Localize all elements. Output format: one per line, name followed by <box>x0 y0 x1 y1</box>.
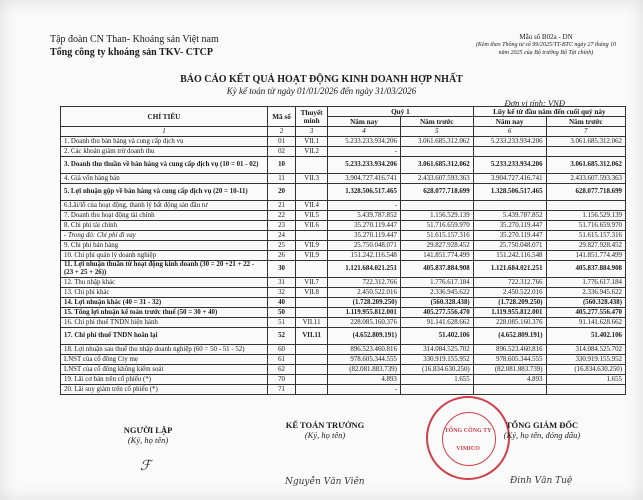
row-note: VII.5 <box>296 211 328 221</box>
row-ytd-this-year: 5.233.233.934.206 <box>473 157 546 174</box>
currency-unit: Đơn vị tính: VNĐ <box>504 98 565 108</box>
header-ytd-last-year: Năm trước <box>546 117 625 127</box>
row-ytd-last-year: 141.851.774.499 <box>546 251 625 261</box>
column-number: 7 <box>546 127 625 137</box>
row-q1-this-year: - <box>328 385 401 395</box>
row-ytd-last-year: 2.433.607.593.363 <box>546 174 625 184</box>
form-block <box>471 33 621 57</box>
row-note: VII.1 <box>296 137 328 147</box>
column-number: 5 <box>400 127 473 137</box>
income-statement-table <box>60 106 626 395</box>
row-ytd-last-year: 3.061.685.312.062 <box>546 157 625 174</box>
row-code: 40 <box>267 298 295 308</box>
row-code: 23 <box>267 221 295 231</box>
row-label: 18. Lợi nhuận sau thuế thu nhập doanh nghiệp (60 = 50 - 51 - 52) <box>61 345 268 355</box>
row-code: 20 <box>267 184 295 201</box>
row-note <box>296 157 328 174</box>
table-row <box>61 288 626 298</box>
table-row <box>61 211 626 221</box>
preparer-signature-mark: ℱ <box>140 458 152 474</box>
row-q1-last-year: 141.851.774.499 <box>400 251 473 261</box>
row-code: 52 <box>267 328 295 345</box>
row-q1-this-year: 3.904.727.416.741 <box>328 174 401 184</box>
row-label: 8. Chi phí tài chính <box>61 221 268 231</box>
table-row <box>61 137 626 147</box>
form-number: Mẫu số B02a - DN <box>519 33 573 41</box>
row-ytd-this-year: 896.523.460.816 <box>473 345 546 355</box>
row-label: 1. Doanh thu bán hàng và cung cấp dịch vụ <box>61 137 268 147</box>
table-row <box>61 241 626 251</box>
row-q1-last-year: 330.919.155.952 <box>400 355 473 365</box>
row-q1-last-year: 405.837.884.908 <box>400 261 473 278</box>
row-ytd-last-year: 405.277.556.470 <box>546 308 625 318</box>
row-q1-last-year: 29.827.928.452 <box>400 241 473 251</box>
row-label: 3. Doanh thu thuần về bán hàng và cung cấp dịch vụ (10 = 01 - 02) <box>61 157 268 174</box>
row-q1-last-year: 1.156.529.139 <box>400 211 473 221</box>
row-code: 24 <box>267 231 295 241</box>
table-row <box>61 174 626 184</box>
row-ytd-this-year: 1.121.684.021.251 <box>473 261 546 278</box>
row-code: 11 <box>267 174 295 184</box>
row-ytd-last-year: 405.837.884.908 <box>546 261 625 278</box>
row-label: 17. Chi phí thuế TNDN hoãn lại <box>61 328 268 345</box>
row-ytd-last-year: 51.716.659.970 <box>546 221 625 231</box>
row-q1-this-year: 151.242.116.548 <box>328 251 401 261</box>
row-ytd-last-year: 1.655 <box>546 375 625 385</box>
row-q1-this-year: (4.652.809.191) <box>328 328 401 345</box>
row-q1-last-year: 51.716.659.970 <box>400 221 473 231</box>
header-ytd: Lũy kế từ đầu năm đến cuối quý này <box>473 107 625 117</box>
table-row <box>61 147 626 157</box>
row-ytd-last-year: 91.141.628.662 <box>546 318 625 328</box>
row-q1-this-year: 1.119.955.812.001 <box>328 308 401 318</box>
seal-text-2: VIMICO <box>456 446 480 452</box>
row-note: VII.11 <box>296 328 328 345</box>
row-ytd-last-year <box>546 147 625 157</box>
row-q1-last-year: 91.141.628.662 <box>400 318 473 328</box>
row-note: VII.8 <box>296 288 328 298</box>
accountant-title: KẾ TOÁN TRƯỞNG <box>285 420 365 430</box>
row-ytd-this-year <box>473 201 546 211</box>
table-row <box>61 157 626 174</box>
row-q1-last-year: 3.061.685.312.062 <box>400 137 473 147</box>
row-label: 14. Lợi nhuận khác (40 = 31 - 32) <box>61 298 268 308</box>
accountant-signature-block <box>270 420 380 440</box>
row-q1-this-year: 5.439.787.852 <box>328 211 401 221</box>
column-number: 1 <box>61 127 268 137</box>
table-row <box>61 184 626 201</box>
row-ytd-this-year: (82.081.883.739) <box>473 365 546 375</box>
director-signature-block <box>482 420 602 440</box>
table-row <box>61 278 626 288</box>
row-q1-last-year <box>400 201 473 211</box>
row-code: 01 <box>267 137 295 147</box>
row-label: 19. Lãi cơ bản trên cổ phiếu (*) <box>61 375 268 385</box>
table-row <box>61 231 626 241</box>
row-note: VII.9 <box>296 241 328 251</box>
row-note <box>296 308 328 318</box>
row-ytd-last-year: 314.084.525.702 <box>546 345 625 355</box>
row-label: - Trong đó: Chi phí đi vay <box>61 231 268 241</box>
row-code: 61 <box>267 355 295 365</box>
row-note <box>296 231 328 241</box>
group-name: Tập đoàn CN Than- Khoáng sản Việt nam <box>50 34 219 45</box>
row-code: 60 <box>267 345 295 355</box>
row-ytd-this-year: 25.750.048.071 <box>473 241 546 251</box>
row-q1-last-year: 2.433.607.593.363 <box>400 174 473 184</box>
row-code: 26 <box>267 251 295 261</box>
row-ytd-last-year: 330.919.155.952 <box>546 355 625 365</box>
row-q1-this-year: 1.328.506.517.465 <box>328 184 401 201</box>
table-row <box>61 328 626 345</box>
company-name: Tổng công ty khoáng sản TKV- CTCP <box>50 47 213 58</box>
table-row <box>61 345 626 355</box>
row-code: 70 <box>267 375 295 385</box>
row-code: 32 <box>267 288 295 298</box>
row-ytd-this-year: 2.450.522.016 <box>473 288 546 298</box>
row-q1-last-year: 51.615.157.316 <box>400 231 473 241</box>
row-ytd-this-year: (4.652.809.191) <box>473 328 546 345</box>
column-number-row <box>61 127 626 137</box>
row-q1-this-year: 1.121.684.021.251 <box>328 261 401 278</box>
row-note <box>296 385 328 395</box>
row-q1-this-year: (1.728.209.250) <box>328 298 401 308</box>
row-ytd-this-year: 35.270.119.447 <box>473 231 546 241</box>
header-indicator: CHỈ TIÊU <box>61 107 268 127</box>
director-title: TỔNG GIÁM ĐỐC <box>505 420 579 430</box>
issuer-block <box>50 33 219 59</box>
row-q1-this-year: 2.450.522.016 <box>328 288 401 298</box>
table-row <box>61 251 626 261</box>
row-ytd-this-year: 1.328.506.517.465 <box>473 184 546 201</box>
preparer-signature-block <box>98 425 198 445</box>
row-ytd-this-year: 228.085.160.376 <box>473 318 546 328</box>
row-q1-this-year: 978.605.344.555 <box>328 355 401 365</box>
row-ytd-last-year: 51.615.157.316 <box>546 231 625 241</box>
row-note <box>296 355 328 365</box>
row-label: 20. Lãi suy giảm trên cổ phiếu (*) <box>61 385 268 395</box>
row-q1-last-year: 1.776.617.184 <box>400 278 473 288</box>
row-q1-last-year: 2.336.945.622 <box>400 288 473 298</box>
row-note <box>296 184 328 201</box>
row-q1-last-year: 3.061.685.312.062 <box>400 157 473 174</box>
row-code: 31 <box>267 278 295 288</box>
row-label: 2. Các khoản giảm trừ doanh thu <box>61 147 268 157</box>
row-q1-last-year <box>400 385 473 395</box>
row-q1-last-year: (560.328.438) <box>400 298 473 308</box>
header-row <box>61 107 626 117</box>
row-ytd-last-year: (560.328.438) <box>546 298 625 308</box>
director-name: Đinh Văn Tuệ <box>510 476 573 486</box>
row-q1-this-year: 35.270.119.447 <box>328 231 401 241</box>
row-note <box>296 298 328 308</box>
table-row <box>61 261 626 278</box>
header-code: Mã số <box>267 107 295 127</box>
row-ytd-this-year: 5.439.787.852 <box>473 211 546 221</box>
table-row <box>61 298 626 308</box>
row-label: 16. Chi phí thuế TNDN hiện hành <box>61 318 268 328</box>
row-q1-this-year: 25.750.048.071 <box>328 241 401 251</box>
director-subtitle: (Ký, họ tên, đóng dấu) <box>503 430 581 440</box>
row-note: VII.2 <box>296 147 328 157</box>
row-q1-last-year: 314.084.525.702 <box>400 345 473 355</box>
row-label: 9. Chi phí bán hàng <box>61 241 268 251</box>
row-ytd-this-year: (1.728.209.250) <box>473 298 546 308</box>
preparer-subtitle: (Ký, họ tên) <box>127 435 169 445</box>
row-ytd-last-year: 29.827.928.452 <box>546 241 625 251</box>
row-label: 6.Lãi/lỗ của hoạt động, thanh lý bất động sản đầu tư <box>61 201 268 211</box>
table-row <box>61 365 626 375</box>
row-note: VII.7 <box>296 278 328 288</box>
row-ytd-last-year: 1.776.617.184 <box>546 278 625 288</box>
row-q1-this-year: 4.893 <box>328 375 401 385</box>
row-ytd-last-year: (16.834.630.250) <box>546 365 625 375</box>
row-q1-last-year: (16.834.630.250) <box>400 365 473 375</box>
row-ytd-this-year: 1.119.955.812.001 <box>473 308 546 318</box>
table-row <box>61 221 626 231</box>
row-ytd-this-year: 151.242.116.548 <box>473 251 546 261</box>
row-ytd-this-year <box>473 147 546 157</box>
table-row <box>61 201 626 211</box>
row-code: 71 <box>267 385 295 395</box>
row-code: 50 <box>267 308 295 318</box>
row-label: LNST của cổ đông Cty mẹ <box>61 355 268 365</box>
row-label: LNST của cổ đông không kiểm soát <box>61 365 268 375</box>
row-note <box>296 365 328 375</box>
row-ytd-this-year: 722.312.766 <box>473 278 546 288</box>
row-q1-last-year: 1.655 <box>400 375 473 385</box>
table-row <box>61 308 626 318</box>
row-code: 30 <box>267 261 295 278</box>
row-label: 5. Lợi nhuận gộp về bán hàng và cung cấp dịch vụ (20 = 10-11) <box>61 184 268 201</box>
row-ytd-last-year <box>546 385 625 395</box>
report-title: BÁO CÁO KẾT QUẢ HOẠT ĐỘNG KINH DOANH HỢP NHẤT <box>180 74 463 85</box>
row-code: 21 <box>267 201 295 211</box>
header-note: Thuyết minh <box>296 107 328 127</box>
row-label: 11. Lợi nhuận thuần từ hoạt động kinh doanh (30 = 20 +21 + 22 - (23 + 25 + 26)) <box>61 261 268 278</box>
row-ytd-this-year: 5.233.233.934.206 <box>473 137 546 147</box>
accountant-subtitle: (Ký, họ tên) <box>304 430 346 440</box>
row-q1-this-year: 5.233.233.934.206 <box>328 157 401 174</box>
accountant-name: Nguyễn Văn Viên <box>285 477 365 487</box>
column-number: 3 <box>296 127 328 137</box>
row-label: 10. Chi phí quản lý doanh nghiệp <box>61 251 268 261</box>
header-ytd-this-year: Năm nay <box>473 117 546 127</box>
seal-text-1: TỔNG CÔNG TY <box>444 428 492 434</box>
row-code: 25 <box>267 241 295 251</box>
row-note <box>296 261 328 278</box>
header-q1: Quý 1 <box>328 107 474 117</box>
row-q1-this-year: 896.523.460.816 <box>328 345 401 355</box>
column-number: 2 <box>267 127 295 137</box>
row-note <box>296 375 328 385</box>
row-note <box>296 345 328 355</box>
row-label: 4. Giá vốn hàng bán <box>61 174 268 184</box>
row-q1-this-year: (82.081.883.739) <box>328 365 401 375</box>
row-q1-this-year: 5.233.233.934.206 <box>328 137 401 147</box>
row-ytd-this-year: 978.605.344.555 <box>473 355 546 365</box>
row-ytd-this-year <box>473 385 546 395</box>
row-ytd-this-year: 4.893 <box>473 375 546 385</box>
row-q1-last-year <box>400 147 473 157</box>
row-ytd-this-year: 3.904.727.416.741 <box>473 174 546 184</box>
row-label: 15. Tổng lợi nhuận kế toán trước thuế (50 = 30 + 40) <box>61 308 268 318</box>
row-ytd-last-year: 3.061.685.312.062 <box>546 137 625 147</box>
column-number: 4 <box>328 127 401 137</box>
row-code: 62 <box>267 365 295 375</box>
table-row <box>61 385 626 395</box>
row-q1-last-year: 405.277.556.470 <box>400 308 473 318</box>
row-note: VII.6 <box>296 221 328 231</box>
row-code: 51 <box>267 318 295 328</box>
table-row <box>61 375 626 385</box>
row-code: 02 <box>267 147 295 157</box>
form-note: (Kèm theo Thông tư số 99/2025/TT-BTC ngày 27 tháng 10 năm 2025 của Bộ trưởng Bộ Tài chính) <box>475 42 617 56</box>
row-ytd-last-year: 51.402.106 <box>546 328 625 345</box>
row-q1-this-year: 228.085.160.376 <box>328 318 401 328</box>
row-q1-this-year: 722.312.766 <box>328 278 401 288</box>
row-ytd-last-year: 1.156.529.139 <box>546 211 625 221</box>
row-ytd-last-year: 2.336.945.622 <box>546 288 625 298</box>
row-label: 13. Chi phí khác <box>61 288 268 298</box>
report-period: Kỳ kế toán từ ngày 01/01/2026 đến ngày 31/03/2026 <box>226 86 417 96</box>
row-ytd-last-year: 628.077.718.699 <box>546 184 625 201</box>
column-number: 6 <box>473 127 546 137</box>
header-q1-this-year: Năm nay <box>328 117 401 127</box>
row-note: VII.4 <box>296 201 328 211</box>
row-code: 22 <box>267 211 295 221</box>
row-code: 10 <box>267 157 295 174</box>
table-row <box>61 318 626 328</box>
row-q1-this-year: 35.270.119.447 <box>328 221 401 231</box>
row-ytd-this-year: 35.270.119.447 <box>473 221 546 231</box>
row-ytd-last-year <box>546 201 625 211</box>
row-q1-last-year: 51.402.106 <box>400 328 473 345</box>
row-note: VII.11 <box>296 318 328 328</box>
table-row <box>61 355 626 365</box>
row-q1-this-year: - <box>328 201 401 211</box>
preparer-title: NGƯỜI LẬP <box>123 425 173 435</box>
row-label: 7. Doanh thu hoạt động tài chính <box>61 211 268 221</box>
row-note: VII.3 <box>296 174 328 184</box>
row-note: VII.9 <box>296 251 328 261</box>
row-q1-this-year: - <box>328 147 401 157</box>
row-q1-last-year: 628.077.718.699 <box>400 184 473 201</box>
row-label: 12. Thu nhập khác <box>61 278 268 288</box>
header-q1-last-year: Năm trước <box>400 117 473 127</box>
